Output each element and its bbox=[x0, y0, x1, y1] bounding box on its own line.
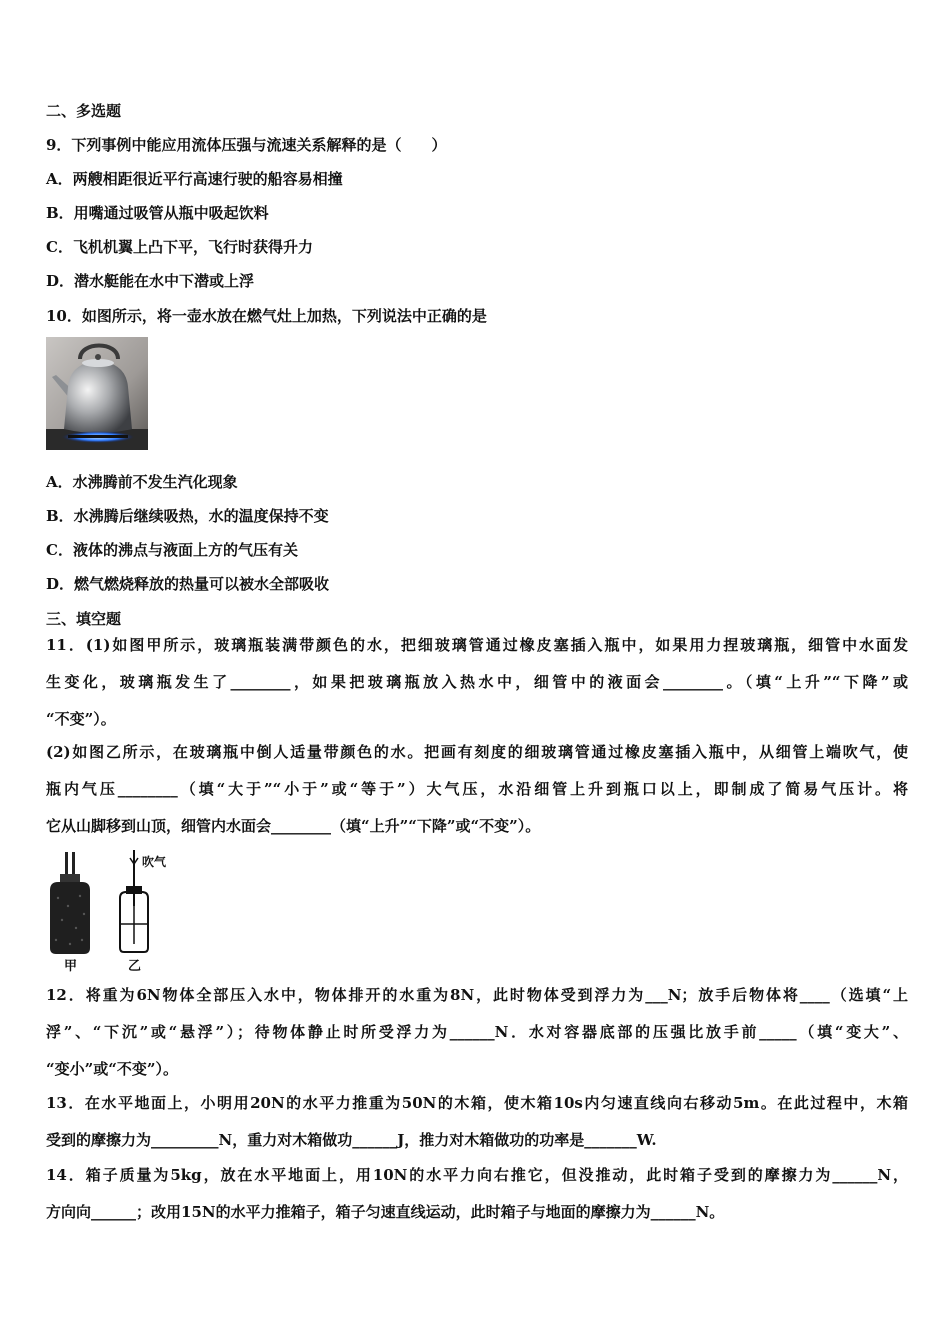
figure-label-blow: 吹气 bbox=[142, 855, 167, 869]
q11-line-5: 瓶内气压________（填“大于”“小于”或“等于”）大气压，水沿细管上升到瓶口以上，即制成了简易气压计。将 bbox=[46, 780, 908, 798]
bottle-barometer-figure bbox=[44, 848, 184, 972]
q11-line-1: 11．(1)如图甲所示，玻璃瓶装满带颜色的水，把细玻璃管通过橡皮塞插入瓶中，如果用力捏玻璃瓶，细管中水面发 bbox=[46, 636, 908, 654]
q13-line-1: 13．在水平地面上，小明用20N的水平力推重为50N的木箱，使木箱10s内匀速直线向右移动5m。在此过程中，木箱 bbox=[46, 1094, 908, 1112]
q10-option-d: D．燃气燃烧释放的热量可以被水全部吸收 bbox=[46, 575, 330, 593]
q10-stem: 10．如图所示，将一壶水放在燃气灶上加热，下列说法中正确的是 bbox=[46, 307, 487, 325]
q11-line-3: “不变”）。 bbox=[46, 710, 116, 728]
q11-line-6: 它从山脚移到山顶，细管内水面会________（填“上升”“下降”或“不变”）。 bbox=[46, 817, 541, 835]
section-title-multi-choice: 二、多选题 bbox=[46, 102, 122, 120]
q10-option-c: C．液体的沸点与液面上方的气压有关 bbox=[46, 541, 298, 559]
bottle-jia-diagram bbox=[50, 852, 90, 954]
q12-line-3: “变小”或“不变”）。 bbox=[46, 1060, 179, 1078]
q9-option-d: D．潜水艇能在水中下潜或上浮 bbox=[46, 272, 255, 290]
q9-option-b: B．用嘴通过吸管从瓶中吸起饮料 bbox=[46, 204, 269, 222]
q10-option-a: A．水沸腾前不发生汽化现象 bbox=[46, 473, 238, 491]
figure-label-yi: 乙 bbox=[128, 959, 142, 972]
q10-option-b: B．水沸腾后继续吸热，水的温度保持不变 bbox=[46, 507, 329, 525]
kettle-on-stove-photo bbox=[46, 337, 148, 450]
q14-line-1: 14．箱子质量为5kg，放在水平地面上，用10N的水平力向右推它，但没推动，此时箱子受到的摩擦力为______N， bbox=[46, 1166, 908, 1184]
q12-line-1: 12．将重为6N物体全部压入水中，物体排开的水重为8N，此时物体受到浮力为___N；放手后物体将____（选填“上 bbox=[46, 986, 908, 1004]
q9-option-a: A．两艘相距很近平行高速行驶的船容易相撞 bbox=[46, 170, 343, 188]
section-title-fill-blank: 三、填空题 bbox=[46, 610, 122, 628]
q14-line-2: 方向向______；改用15N的水平力推箱子，箱子匀速直线运动，此时箱子与地面的摩擦力为______N。 bbox=[46, 1203, 725, 1221]
q9-stem: 9．下列事例中能应用流体压强与流速关系解释的是（ ） bbox=[46, 136, 447, 154]
q12-line-2: 浮”、“下沉”或“悬浮”）；待物体静止时所受浮力为______N．水对容器底部的压强比放手前_____（填“变大”、 bbox=[46, 1023, 908, 1041]
q9-option-c: C．飞机机翼上凸下平，飞行时获得升力 bbox=[46, 238, 313, 256]
q11-line-2: 生变化，玻璃瓶发生了________，如果把玻璃瓶放入热水中，细管中的液面会________。（填“上升”“下降”或 bbox=[46, 673, 908, 691]
figure-label-jia: 甲 bbox=[64, 959, 78, 972]
q13-line-2: 受到的摩擦力为_________N，重力对木箱做功______J，推力对木箱做功的功率是_______W. bbox=[46, 1131, 657, 1149]
q11-line-4: (2)如图乙所示，在玻璃瓶中倒人适量带颜色的水。把画有刻度的细玻璃管通过橡皮塞插入瓶中，从细管上端吹气，使 bbox=[46, 743, 908, 761]
